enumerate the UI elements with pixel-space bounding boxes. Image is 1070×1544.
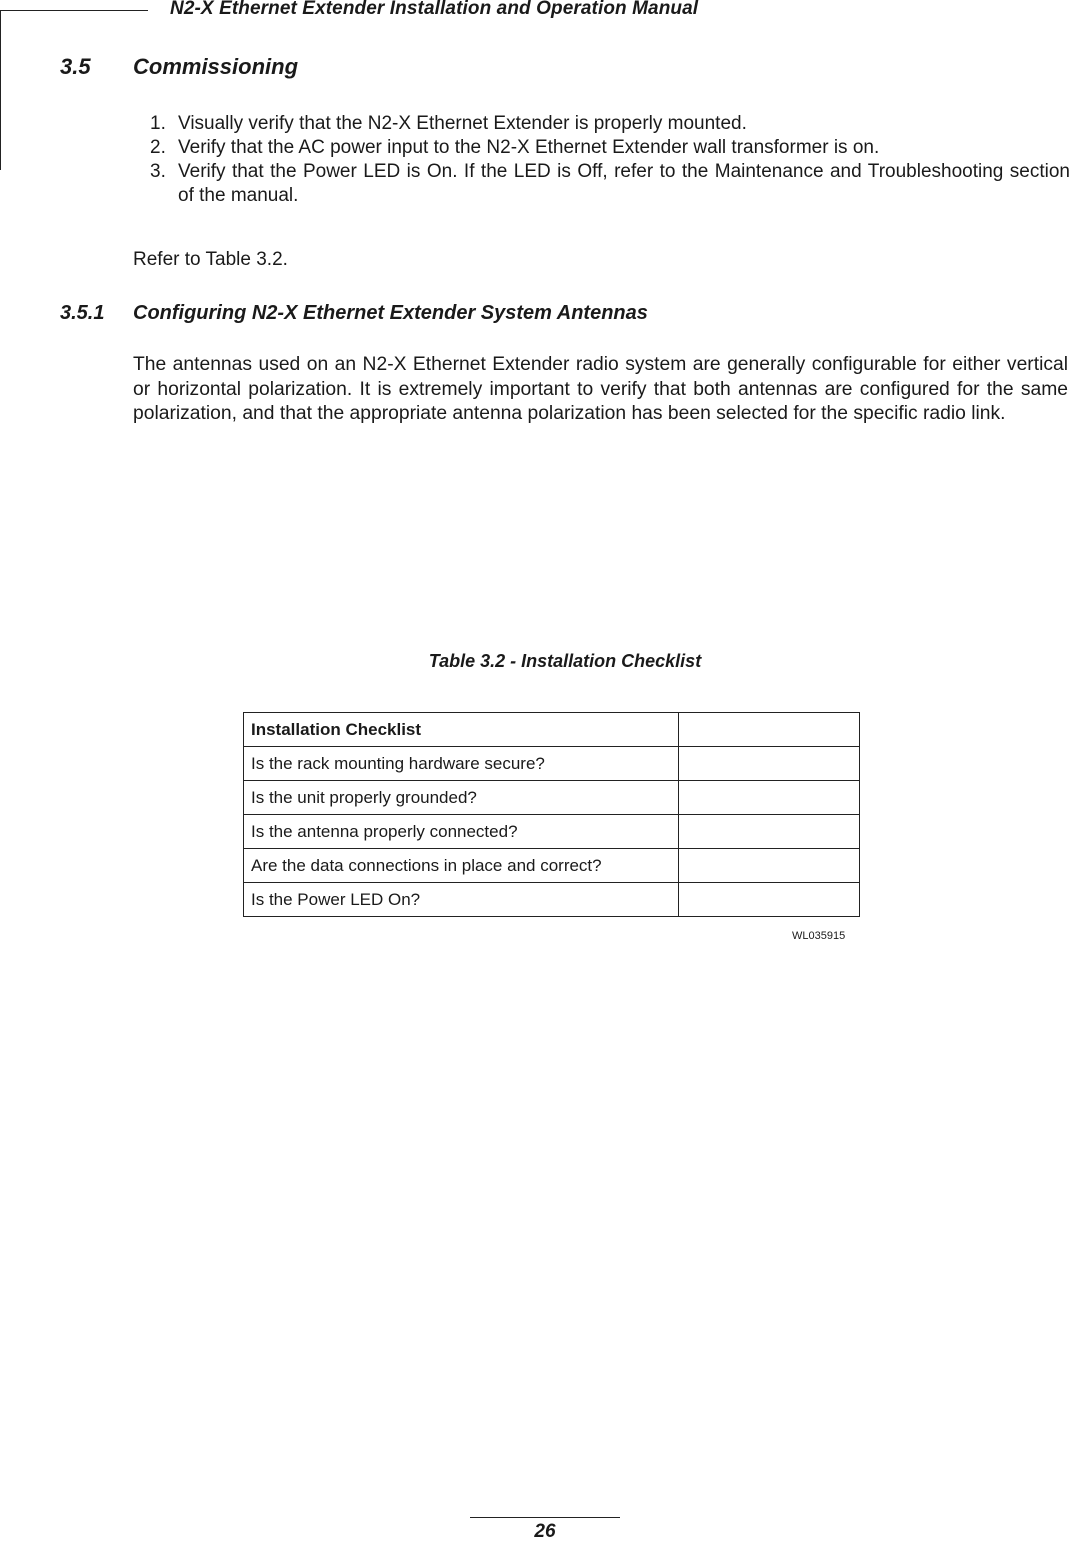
check-cell	[679, 883, 860, 917]
check-cell	[679, 849, 860, 883]
question-cell: Is the Power LED On?	[244, 883, 679, 917]
check-cell	[679, 815, 860, 849]
check-cell	[679, 713, 860, 747]
table-row	[244, 883, 860, 917]
list-item	[150, 136, 1070, 160]
step-number: 1.	[150, 113, 166, 134]
header-rule	[0, 10, 148, 11]
subsection-title: Configuring N2-X Ethernet Extender System Antennas	[133, 302, 648, 324]
subsection-number: 3.5.1	[60, 302, 105, 324]
step-text: Verify that the Power LED is On. If the LED is Off, refer to the Maintenance and Troubleshooting section of the manual.	[178, 161, 1070, 206]
question-cell: Is the unit properly grounded?	[244, 781, 679, 815]
list-item	[150, 112, 1070, 136]
step-text: Visually verify that the N2-X Ethernet Extender is properly mounted.	[178, 113, 747, 134]
step-number: 3.	[150, 161, 166, 182]
step-number: 2.	[150, 137, 166, 158]
list-item	[150, 160, 1070, 208]
header-cell: Installation Checklist	[244, 713, 679, 747]
question-cell: Is the rack mounting hardware secure?	[244, 747, 679, 781]
check-cell	[679, 747, 860, 781]
running-header: N2-X Ethernet Extender Installation and Operation Manual	[170, 0, 699, 19]
table-row	[244, 815, 860, 849]
table-reference: Refer to Table 3.2.	[133, 249, 288, 270]
table-row	[244, 849, 860, 883]
page-number: 26	[534, 1521, 556, 1542]
question-cell: Are the data connections in place and correct?	[244, 849, 679, 883]
antenna-paragraph: The antennas used on an N2-X Ethernet Extender radio system are generally configurable for either vertical or horizontal polarization. It is extremely important to verify that both antennas are configured for the same polarization, and that the appropriate antenna polarization has been selected for the specific radio link.	[133, 354, 1068, 424]
table-caption: Table 3.2 - Installation Checklist	[428, 651, 702, 671]
figure-id: WL035915	[792, 930, 846, 942]
margin-rule	[0, 10, 1, 170]
step-text: Verify that the AC power input to the N2-X Ethernet Extender wall transformer is on.	[178, 137, 880, 158]
table-row	[244, 781, 860, 815]
section-title: Commissioning	[133, 54, 299, 79]
section-number: 3.5	[60, 54, 91, 79]
table-row	[244, 747, 860, 781]
commissioning-steps	[150, 112, 1070, 208]
question-cell: Is the antenna properly connected?	[244, 815, 679, 849]
footer-rule	[470, 1517, 620, 1518]
check-cell	[679, 781, 860, 815]
installation-checklist-table	[243, 712, 860, 917]
table-header-row	[244, 713, 860, 747]
